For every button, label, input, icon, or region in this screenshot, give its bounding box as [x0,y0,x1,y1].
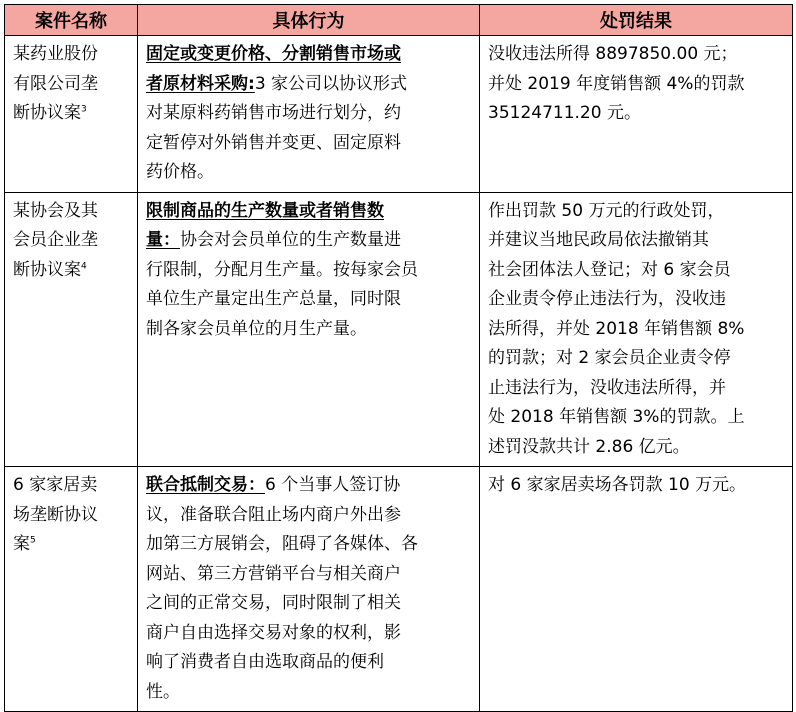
conduct-text: 制各家会员单位的月生产量。 [146,318,367,339]
case-name-last-line [13,530,131,560]
penalty-cell [480,36,793,193]
case-name-last-line [13,99,131,129]
penalty-line: 处 2018 年销售额 3%的罚款。上 [488,407,745,427]
case-name-line: 案 [13,534,30,554]
case-name-cell [5,192,138,467]
conduct-text: 商户自由选择交易对象的权利，影 [146,622,401,643]
case-name-line: 某协会及其 [13,200,98,221]
conduct-text: 单位生产量定出生产总量，同时限 [146,289,401,309]
penalty-line: 法所得，并处 2018 年销售额 8% [488,318,745,339]
conduct-category-label: 联合抵制交易： [146,475,265,495]
penalty-line: 并建议当地民政局依法撤销其 [488,230,709,250]
case-name-cell [5,467,138,712]
penalty-line: 对 6 家家居卖场各罚款 10 万元。 [488,475,747,495]
conduct-text: 性。 [146,681,180,702]
conduct-text: 加第三方展销会，阻碍了各媒体、各 [146,534,418,554]
penalty-line: 没收违法所得 8897850.00 元； [488,44,738,64]
conduct-cell [138,36,480,193]
case-name-line: 某药业股份 [13,44,98,64]
conduct-line [146,129,473,159]
conduct-line [146,40,473,70]
conduct-text: 响了消费者自由选取商品的便利 [146,652,384,672]
conduct-line [146,158,473,188]
penalty-line: 企业责令停止违法行为，没收违 [488,289,726,309]
conduct-line [146,530,473,560]
penalty-line: 的罚款；对 2 家会员企业责令停 [488,348,731,368]
conduct-text: 定暂停对外销售并变更、固定原料 [146,132,401,153]
conduct-category-label: 量： [146,230,180,250]
conduct-line [146,501,473,531]
conduct-text: 行限制，分配月生产量。按每家会员 [146,259,418,280]
conduct-cell [138,192,480,467]
conduct-line [146,70,473,100]
case-name-line: 会员企业垄 [13,230,98,250]
conduct-category-label: 者原材料采购: [146,73,255,94]
penalty-line: 并处 2019 年度销售额 4%的罚款 [488,73,745,94]
case-name-line: 场垄断协议 [13,504,98,525]
conduct-text: 6 个当事人签订协 [265,475,401,495]
table-body [5,36,793,712]
table-row [5,192,793,467]
conduct-text: 药价格。 [146,162,214,182]
conduct-line [146,560,473,590]
conduct-text: 议，准备联合阻止场内商户外出参 [146,504,401,525]
conduct-text: 对某原料药销售市场进行划分，约 [146,103,401,123]
footnote-marker: 4 [81,260,87,271]
conduct-line [146,256,473,286]
conduct-category-label: 固定或变更价格、分割销售市场或 [146,44,401,64]
conduct-text: 网站、第三方营销平台与相关商户 [146,563,401,584]
case-name-last-line [13,256,131,286]
conduct-text: 协会对会员单位的生产数量进 [180,230,401,250]
penalty-cases-table [4,4,793,712]
table-row [5,467,793,712]
conduct-line [146,619,473,649]
case-name-line: 断协议案 [13,259,81,280]
conduct-cell [138,467,480,712]
header-specific-conduct: 具体行为 [138,5,480,36]
case-name-line: 6 家家居卖 [13,475,98,495]
header-penalty-result: 处罚结果 [480,5,793,36]
footnote-marker: 3 [81,104,87,115]
case-name-line: 有限公司垄 [13,73,98,94]
table-row [5,36,793,193]
penalty-line: 止违法行为，没收违法所得，并 [488,377,726,398]
conduct-line [146,315,473,345]
case-name-line: 断协议案 [13,103,81,123]
penalty-line: 社会团体法人登记；对 6 家会员 [488,259,731,280]
conduct-line [146,589,473,619]
conduct-text: 3 家公司以协议形式 [254,73,408,94]
penalty-cell [480,467,793,712]
conduct-line [146,197,473,227]
case-name-cell [5,36,138,193]
penalty-line: 述罚没款共计 2.86 亿元。 [488,436,690,457]
footnote-marker: 5 [30,535,36,546]
conduct-line [146,678,473,708]
conduct-line [146,285,473,315]
penalty-line: 作出罚款 50 万元的行政处罚， [488,200,725,221]
conduct-text: 之间的正常交易，同时限制了相关 [146,593,401,613]
penalty-line: 35124711.20 元。 [488,103,641,123]
table-header-row [5,5,793,36]
conduct-category-label: 限制商品的生产数量或者销售数 [146,200,384,221]
conduct-line [146,471,473,501]
conduct-line [146,226,473,256]
penalty-cell [480,192,793,467]
header-case-name: 案件名称 [5,5,138,36]
conduct-line [146,648,473,678]
conduct-line [146,99,473,129]
